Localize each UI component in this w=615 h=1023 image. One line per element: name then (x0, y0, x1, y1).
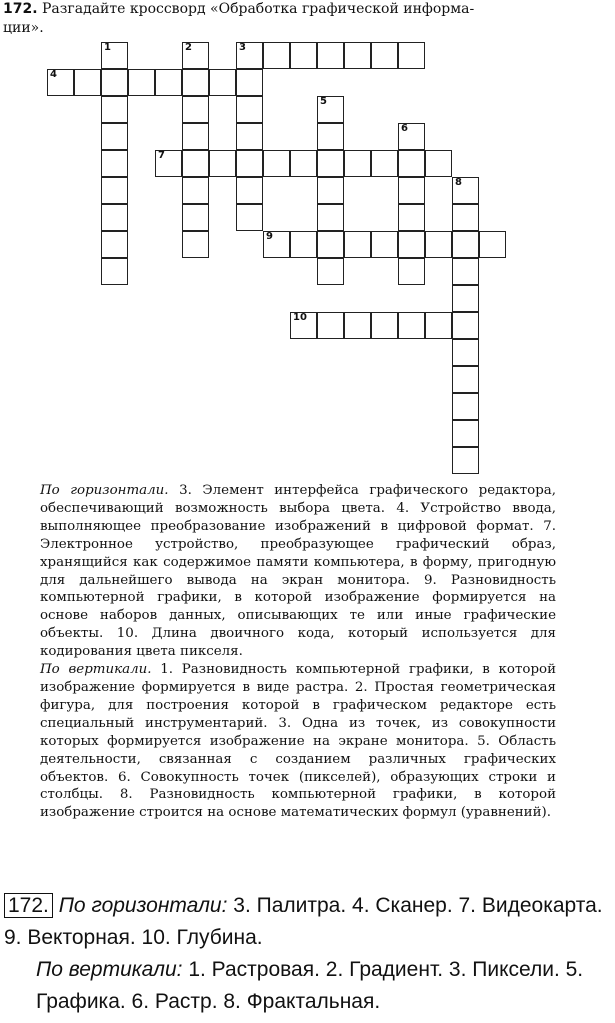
clues-down-heading: По вертикали. (40, 662, 152, 678)
crossword-cell (317, 258, 344, 285)
crossword-cell (236, 42, 263, 69)
crossword-cell (371, 150, 398, 177)
clues-down-text: 1. Разновидность компьютерной графики, в которой изображение формируется в виде растра. 2. Простая геометрическая фигура, для построения которой в графическом редакторе есть специальный инструментарий. 3. Одна из точек, из совокупности которых формируется изображение на экране монитора. 5. Область деятельности, связанная с созданием различных графических объектов. 6. Совокупность точек (пикселей), образующих строки и столбцы. 8. Разновидность компьютерной графики, в которой изображение строится на основе математических формул (уравнений). (40, 662, 557, 821)
task-number: 172. (3, 1, 38, 17)
crossword-cell-number: 8 (455, 177, 462, 188)
crossword-cell (101, 69, 128, 96)
crossword-cell (452, 447, 479, 474)
crossword-cell (101, 96, 128, 123)
crossword-cell (182, 204, 209, 231)
crossword-cell-number: 1 (104, 42, 111, 53)
crossword-cell (263, 42, 290, 69)
answers-across-text: 3. Палитра. 4. Сканер. 7. Видеокарта. 9. Векторная. 10. Глубина. (4, 894, 603, 949)
crossword-cell (263, 150, 290, 177)
crossword-cell (236, 204, 263, 231)
crossword-cell (479, 231, 506, 258)
crossword-cell (101, 42, 128, 69)
crossword-cell (182, 96, 209, 123)
answers-down-heading: По вертикали: (36, 958, 183, 981)
crossword-cell (182, 231, 209, 258)
crossword-cell (344, 312, 371, 339)
crossword-cell (452, 366, 479, 393)
crossword-cell (317, 123, 344, 150)
crossword-cell (398, 312, 425, 339)
crossword-cell (101, 177, 128, 204)
crossword-cell (452, 258, 479, 285)
task-text: Разгадайте кроссворд «Обработка графической информа- (42, 1, 475, 17)
crossword-cell (398, 204, 425, 231)
crossword-cell (398, 231, 425, 258)
task-header (3, 0, 609, 38)
crossword-cell (236, 150, 263, 177)
crossword-cell (398, 258, 425, 285)
crossword-cell (317, 204, 344, 231)
crossword-cell (317, 177, 344, 204)
crossword-cell-number: 3 (239, 42, 246, 53)
crossword-cell (452, 231, 479, 258)
crossword-cell (344, 231, 371, 258)
crossword-cell (128, 69, 155, 96)
answers-down (4, 954, 612, 1018)
crossword-cell (452, 204, 479, 231)
crossword-cell (317, 42, 344, 69)
crossword-cell (398, 177, 425, 204)
crossword-cell (452, 285, 479, 312)
crossword-cell (182, 69, 209, 96)
crossword-cell (290, 42, 317, 69)
answers-across (4, 890, 612, 954)
crossword-cell (236, 123, 263, 150)
crossword-cell (47, 69, 74, 96)
answers-block (4, 890, 612, 1018)
answers-number: 172. (4, 893, 53, 918)
crossword-cell (452, 393, 479, 420)
crossword-cell (155, 69, 182, 96)
crossword-cell (317, 312, 344, 339)
crossword-cell (155, 150, 182, 177)
crossword-cell-number: 10 (293, 312, 307, 323)
crossword-cell (101, 150, 128, 177)
crossword-cell (371, 42, 398, 69)
crossword-cell (101, 204, 128, 231)
crossword-cell-number: 6 (401, 123, 408, 134)
crossword-cell (101, 231, 128, 258)
crossword-cell (344, 150, 371, 177)
crossword-cell (209, 150, 236, 177)
crossword-cell (317, 231, 344, 258)
crossword-cell (182, 42, 209, 69)
crossword-cell (317, 150, 344, 177)
clues-down (4, 661, 556, 822)
crossword-cell (344, 42, 371, 69)
crossword-cell (290, 231, 317, 258)
crossword-cell (74, 69, 101, 96)
crossword-cell (236, 177, 263, 204)
answers-down-text: 1. Растровая. 2. Градиент. 3. Пиксели. 5. Графика. 6. Растр. 8. Фрактальная. (36, 958, 584, 1013)
crossword-cell (263, 231, 290, 258)
crossword-cell (425, 150, 452, 177)
crossword-cell (317, 96, 344, 123)
crossword-cell (452, 177, 479, 204)
crossword-cell (452, 339, 479, 366)
crossword-cell (209, 69, 236, 96)
crossword-cell (182, 177, 209, 204)
crossword-cell-number: 5 (320, 96, 327, 107)
crossword-cell-number: 2 (185, 42, 192, 53)
crossword-cell (236, 96, 263, 123)
crossword-cell (371, 231, 398, 258)
crossword-cell (101, 123, 128, 150)
answers-across-heading: По горизонтали: (58, 894, 228, 917)
crossword-cell (398, 150, 425, 177)
crossword-cell (290, 312, 317, 339)
crossword-cell (182, 150, 209, 177)
crossword-cell (398, 42, 425, 69)
crossword-cell (236, 69, 263, 96)
crossword-cell (371, 312, 398, 339)
crossword-cell-number: 4 (50, 69, 57, 80)
crossword-cell-number: 7 (158, 150, 165, 161)
crossword-cell (452, 420, 479, 447)
crossword-cell (290, 150, 317, 177)
crossword-cell (425, 312, 452, 339)
clues-across (4, 482, 556, 661)
crossword-cell (398, 123, 425, 150)
crossword-cell (182, 123, 209, 150)
clues-across-heading: По горизонтали. (40, 483, 169, 498)
crossword-cell (452, 312, 479, 339)
clues-block (4, 482, 556, 822)
clues-across-text: 3. Элемент интерфейса графического редактора, обеспечивающий возможность выбора цвета. 4. Устройство ввода, выполняющее преобразование изображений в цифровой формат. 7. Электронное устройство, преобразующее графический образ, хранящийся как содержимое памяти компьютера, в форму, пригодную для дальнейшего вывода на экран монитора. 9. Разновидность компьютерной графики, в которой изображение формируется на основе наборов данных, описывающих те или иные графические объекты. 10. Длина двоичного кода, который используется для кодирования цвета пикселя. (40, 483, 557, 660)
crossword-cell-number: 9 (266, 231, 273, 242)
task-text-continued: ции». (3, 20, 44, 36)
crossword-cell (101, 258, 128, 285)
crossword-cell (425, 231, 452, 258)
